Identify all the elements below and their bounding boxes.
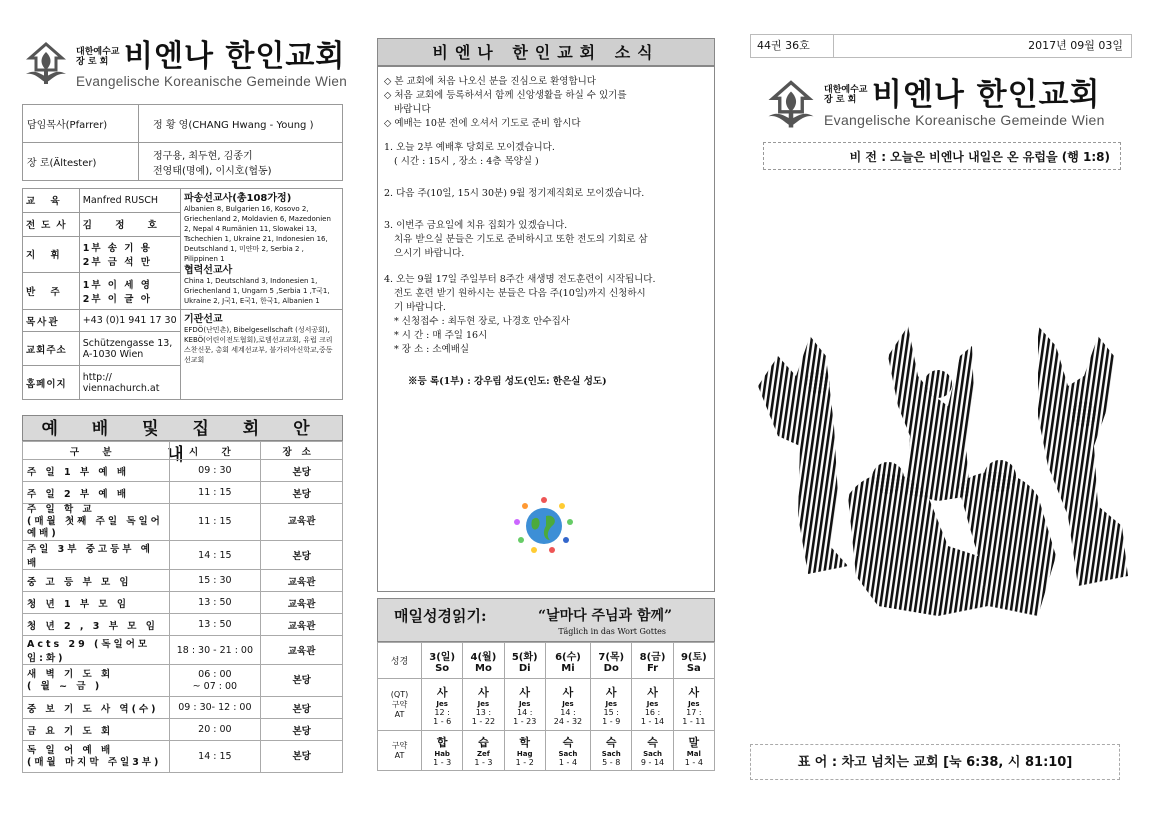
table-row bbox=[23, 719, 343, 741]
institution-missions-title: 기관선교 bbox=[183, 314, 223, 325]
service-time: 18 : 30 - 21 : 00 bbox=[169, 636, 261, 665]
service-place: 본당 bbox=[261, 741, 343, 773]
news-item-4: 4. 오는 9월 17일 주일부터 8주간 새생명 전도훈련이 시작됩니다. 전도 훈련 받기 원하시는 분들은 다음 주(10일)까지 신청하시 기 바랍니다. * 신청접수 : 최두현 장로, 나경호 안수집사 * 시 간 : 매 주일 16시 * 장 소 : 소예배실 bbox=[384, 274, 656, 355]
service-time: 20 : 00 bbox=[169, 719, 261, 741]
worship-schedule-table bbox=[22, 441, 343, 773]
service-name: 주 일 2 부 예 배 bbox=[23, 482, 170, 504]
missions-text: Albanien 8, Bulgarien 16, Kosovo 2, Griechenland 2, Moldavien 6, Mazedonien 2, Nepal 4 Rumänien 11, Slowakei 13, Tschechien 1, Ukraine 21, Indonesien 16, Deutschland 1, 미얀마 2, Serbia 2 , Pilippinen 1 bbox=[183, 205, 331, 263]
reading-day: 9(토) Sa bbox=[673, 643, 714, 679]
staff-value: 1부 이 세 영 2부 이 글 아 bbox=[79, 273, 180, 310]
service-name: 새 벽 기 도 회 ( 월 ~ 금 ) bbox=[23, 665, 170, 697]
service-time: 09 : 30- 12 : 00 bbox=[169, 697, 261, 719]
staff-label: 홈페이지 bbox=[23, 366, 80, 400]
daily-reading-quote: “날마다 주님과 함께” bbox=[538, 608, 673, 624]
table-row bbox=[23, 310, 343, 332]
staff-label: 전도사 bbox=[23, 212, 80, 236]
church-news-title: 비엔나 한인교회 소식 bbox=[377, 38, 715, 66]
church-name: 비엔나 한인교회 bbox=[124, 39, 346, 74]
reading-day: 3(일) So bbox=[422, 643, 463, 679]
reading-label: 구약 AT bbox=[378, 731, 422, 771]
church-motto: 표 어 : 차고 넘치는 교회 [눅 6:38, 시 81:10] bbox=[750, 744, 1120, 780]
daily-reading-german: Täglich in das Wort Gottes bbox=[558, 627, 666, 636]
pastor-value: 정 황 영(CHANG Hwang - Young ) bbox=[139, 105, 343, 143]
table-row bbox=[23, 189, 343, 213]
news-item-3: 3. 이번주 금요일에 치유 집회가 있겠습니다. 치유 받으실 분들은 기도로 준비하시고 또한 전도의 기회로 삼 으시기 바랍니다. bbox=[384, 220, 648, 259]
new-member-registration: ※등 록(1부) : 강우림 성도(인도: 한은실 성도) bbox=[408, 376, 607, 387]
service-place: 본당 bbox=[261, 697, 343, 719]
institution-missions-text: EFDÖ(난민촌), Bibelgesellschaft (성서공회), KEBÖ(어린이전도협회),로뎀선교교회, 유럽 크리스찬신문, 총회 세계선교부, 불가리아신학교,중동선교회 bbox=[183, 326, 333, 364]
partner-missions-text: China 1, Deutschland 3, Indonesien 1, Griechenland 1, Ungarn 5 ,Serbia 1 ,T국1, Ukraine 2, J국1, E국1, 한국1, Albanien 1 bbox=[183, 277, 330, 305]
table-row bbox=[23, 460, 343, 482]
people-praising-artwork bbox=[738, 316, 1140, 632]
table-row bbox=[23, 143, 343, 181]
church-logo-icon bbox=[22, 40, 70, 88]
daily-bible-reading-header bbox=[377, 598, 715, 642]
service-place: 본당 bbox=[261, 482, 343, 504]
service-place: 본당 bbox=[261, 719, 343, 741]
staff-label: 교 육 bbox=[23, 189, 80, 213]
reading-passage: 사 Jes 14 : 24 - 32 bbox=[545, 679, 590, 731]
church-address: Schützengasse 13, A-1030 Wien bbox=[79, 332, 180, 366]
reading-passage: 슥 Sach 5 - 8 bbox=[591, 731, 632, 771]
staff-label: 교회주소 bbox=[23, 332, 80, 366]
reading-passage: 사 Jes 12 : 1 - 6 bbox=[422, 679, 463, 731]
service-name: 주일 3부 중고등부 예배 bbox=[23, 541, 170, 570]
table-row bbox=[23, 697, 343, 719]
reading-passage: 합 Hab 1 - 3 bbox=[422, 731, 463, 771]
missions-title: 파송선교사(총108가정) bbox=[183, 193, 292, 204]
reading-passage: 사 Jes 17 : 1 - 11 bbox=[673, 679, 714, 731]
table-header-row bbox=[23, 442, 343, 460]
service-name: 주 일 학 교 (매월 첫째 주일 독일어예배) bbox=[23, 504, 170, 541]
reading-day: 7(목) Do bbox=[591, 643, 632, 679]
table-row bbox=[23, 482, 343, 504]
daily-reading-table bbox=[377, 642, 715, 771]
service-time: 13 : 50 bbox=[169, 614, 261, 636]
table-row bbox=[23, 592, 343, 614]
table-row bbox=[23, 741, 343, 773]
service-time: 11 : 15 bbox=[169, 504, 261, 541]
service-place: 교육관 bbox=[261, 614, 343, 636]
reading-passage: 슥 Sach 9 - 14 bbox=[632, 731, 673, 771]
church-vision: 비 전 : 오늘은 비엔나 내일은 온 유럽을 (행 1:8) bbox=[763, 142, 1121, 170]
reading-day: 6(수) Mi bbox=[545, 643, 590, 679]
staff-label: 지 휘 bbox=[23, 236, 80, 273]
reading-passage: 사 Jes 14 : 1 - 23 bbox=[504, 679, 545, 731]
daily-reading-title: 매일성경읽기: bbox=[394, 607, 487, 625]
service-name: 중 고 등 부 모 임 bbox=[23, 570, 170, 592]
service-place: 교육관 bbox=[261, 570, 343, 592]
service-place: 교육관 bbox=[261, 636, 343, 665]
service-time: 06 : 00 ~ 07 : 00 bbox=[169, 665, 261, 697]
denomination: 대한예수교 장 로 회 bbox=[824, 85, 868, 105]
staff-value: 1부 송 기 용 2부 금 석 만 bbox=[79, 236, 180, 273]
reading-row bbox=[378, 731, 715, 771]
denomination: 대한예수교 장 로 회 bbox=[76, 47, 120, 67]
church-logo-left bbox=[22, 40, 347, 89]
service-name: 주 일 1 부 예 배 bbox=[23, 460, 170, 482]
missionaries-block bbox=[180, 189, 342, 310]
reading-label: 성경 bbox=[378, 643, 422, 679]
staff-label: 반 주 bbox=[23, 273, 80, 310]
service-name: 청 년 1 부 모 임 bbox=[23, 592, 170, 614]
service-name: 금 요 기 도 회 bbox=[23, 719, 170, 741]
reading-passage: 학 Hag 1 - 2 bbox=[504, 731, 545, 771]
issue-info-bar bbox=[750, 34, 1132, 58]
church-name-german: Evangelische Koreanische Gemeinde Wien bbox=[76, 74, 348, 89]
service-time: 09 : 30 bbox=[169, 460, 261, 482]
news-item-2: 2. 다음 주(10일, 15시 30분) 9월 정기제직회로 모이겠습니다. bbox=[384, 188, 645, 199]
church-name: 비엔나 한인교회 bbox=[872, 77, 1101, 113]
pastor-label: 담임목사(Pfarrer) bbox=[23, 105, 139, 143]
table-row bbox=[23, 105, 343, 143]
service-name: Acts 29 (독일어모임:화) bbox=[23, 636, 170, 665]
reading-day: 8(금) Fr bbox=[632, 643, 673, 679]
service-time: 15 : 30 bbox=[169, 570, 261, 592]
reading-passage: 사 Jes 13 : 1 - 22 bbox=[463, 679, 504, 731]
service-place: 본당 bbox=[261, 541, 343, 570]
institution-missions-block bbox=[180, 310, 342, 400]
staff-value: Manfred RUSCH bbox=[79, 189, 180, 213]
reading-label: (QT) 구약 AT bbox=[378, 679, 422, 731]
staff-value: 김 정 호 bbox=[79, 212, 180, 236]
column-header: 장소 bbox=[261, 442, 343, 460]
service-time: 14 : 15 bbox=[169, 741, 261, 773]
service-time: 14 : 15 bbox=[169, 541, 261, 570]
globe-children-icon bbox=[512, 492, 576, 556]
service-place: 본당 bbox=[261, 460, 343, 482]
reading-passage: 슥 Sach 1 - 4 bbox=[545, 731, 590, 771]
table-row bbox=[23, 665, 343, 697]
issue-volume: 44권 36호 bbox=[757, 39, 810, 52]
service-time: 13 : 50 bbox=[169, 592, 261, 614]
church-logo-cover bbox=[764, 78, 1105, 132]
news-intro: ◇ 본 교회에 처음 나오신 분을 진심으로 환영합니다 ◇ 처음 교회에 등록하셔서 함께 신앙생활을 하실 수 있기를 바랍니다 ◇ 예배는 10분 전에 오셔서 기도로 준비 합시다 bbox=[384, 76, 627, 129]
service-time: 11 : 15 bbox=[169, 482, 261, 504]
elder-value: 정구용, 최두현, 김종기 전영태(명예), 이시호(협동) bbox=[139, 143, 343, 181]
table-row bbox=[23, 504, 343, 541]
table-row bbox=[23, 541, 343, 570]
table-row bbox=[23, 570, 343, 592]
elder-label: 장 로(Ältester) bbox=[23, 143, 139, 181]
service-name: 중 보 기 도 사 역(수) bbox=[23, 697, 170, 719]
reading-passage: 사 Jes 16 : 1 - 14 bbox=[632, 679, 673, 731]
reading-passage: 말 Mal 1 - 4 bbox=[673, 731, 714, 771]
reading-passage: 사 Jes 15 : 1 - 9 bbox=[591, 679, 632, 731]
homepage-link[interactable]: http:// viennachurch.at bbox=[79, 366, 180, 400]
reading-passage: 습 Zef 1 - 3 bbox=[463, 731, 504, 771]
table-row bbox=[23, 614, 343, 636]
column-header: 시 간 bbox=[169, 442, 261, 460]
partner-missions-title: 협력선교사 bbox=[183, 265, 233, 276]
table-row bbox=[23, 636, 343, 665]
staff-value: +43 (0)1 941 17 30 bbox=[79, 310, 180, 332]
worship-schedule-title: 예 배 및 집 회 안 내 bbox=[22, 415, 343, 441]
news-item-1: 1. 오늘 2부 예배후 당회로 모이겠습니다. ( 시간 : 15시 , 장소 : 4층 목양실 ) bbox=[384, 142, 555, 167]
column-header: 구 분 bbox=[23, 442, 170, 460]
service-place: 교육관 bbox=[261, 592, 343, 614]
reading-days-row bbox=[378, 643, 715, 679]
staff-table bbox=[22, 188, 343, 400]
staff-label: 목사관 bbox=[23, 310, 80, 332]
service-place: 교육관 bbox=[261, 504, 343, 541]
reading-row bbox=[378, 679, 715, 731]
service-name: 독 일 어 예 배 (매월 마지막 주일3부) bbox=[23, 741, 170, 773]
reading-day: 5(화) Di bbox=[504, 643, 545, 679]
service-name: 청 년 2 , 3 부 모 임 bbox=[23, 614, 170, 636]
pastor-table bbox=[22, 104, 343, 181]
issue-date: 2017년 09월 03일 bbox=[1028, 39, 1123, 52]
reading-day: 4(월) Mo bbox=[463, 643, 504, 679]
service-place: 본당 bbox=[261, 665, 343, 697]
church-name-german: Evangelische Koreanische Gemeinde Wien bbox=[824, 112, 1105, 128]
church-logo-icon bbox=[764, 78, 818, 132]
